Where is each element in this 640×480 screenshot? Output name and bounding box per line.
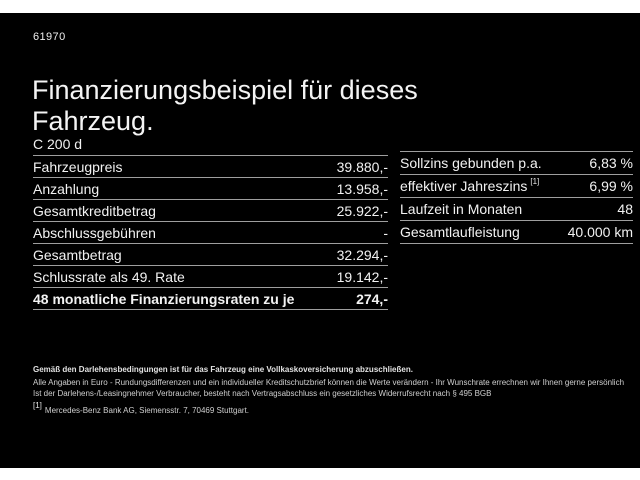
finance-row-monthly-rate	[33, 287, 388, 310]
disclaimer-insurance-note: Gemäß den Darlehensbedingungen ist für das Fahrzeug eine Vollkaskoversicherung abzuschließen.	[33, 365, 413, 374]
condition-row-total-mileage	[400, 220, 633, 244]
disclaimer-euro-note: Alle Angaben in Euro - Rundungsdifferenzen und ein individueller Kreditschutzbrief können die Werte verändern - Ihr Wunschrate errechnen wir Ihnen gerne persönlich	[33, 378, 625, 387]
finance-row-final-installment	[33, 265, 388, 287]
condition-row-label	[400, 178, 539, 194]
finance-row-value: 19.142,-	[336, 268, 388, 285]
finance-row-label: 48 monatliche Finanzierungsraten zu je	[33, 290, 295, 307]
finance-row-value: 32.294,-	[336, 246, 388, 263]
finance-row-value: 25.922,-	[336, 202, 388, 219]
condition-row-label-text: effektiver Jahreszins	[400, 178, 528, 194]
condition-row-value: 6,83 %	[589, 155, 633, 171]
disclaimer-bank-footnote-text: Mercedes-Benz Bank AG, Siemensstr. 7, 70469 Stuttgart.	[44, 406, 250, 415]
page-title: Finanzierungsbeispiel für dieses Fahrzeug.	[32, 75, 418, 137]
footnote-marker: [1]	[33, 401, 42, 411]
finance-table	[33, 155, 388, 310]
condition-row-label: Gesamtlaufleistung	[400, 224, 520, 240]
letterbox-bottom	[0, 468, 640, 480]
letterbox-top	[0, 0, 640, 13]
finance-row-label: Gesamtbetrag	[33, 246, 122, 263]
finance-row-value: -	[383, 224, 388, 241]
finance-row-vehicle-price	[33, 155, 388, 177]
condition-row-label: Sollzins gebunden p.a.	[400, 155, 542, 171]
condition-row-effective-interest	[400, 174, 633, 197]
finance-row-label: Abschlussgebühren	[33, 224, 156, 241]
finance-row-label: Schlussrate als 49. Rate	[33, 268, 185, 285]
finance-row-label: Anzahlung	[33, 180, 100, 197]
slide-panel	[0, 13, 640, 468]
finance-row-total-credit	[33, 199, 388, 221]
condition-row-value: 40.000 km	[567, 224, 633, 240]
finance-row-value: 13.958,-	[336, 180, 388, 197]
finance-row-total-amount	[33, 243, 388, 265]
conditions-table	[400, 151, 633, 244]
disclaimer	[33, 364, 633, 416]
finance-row-label: Fahrzeugpreis	[33, 158, 123, 175]
stock-number: 61970	[33, 31, 66, 43]
finance-row-down-payment	[33, 177, 388, 199]
finance-row-value: 39.880,-	[336, 158, 388, 175]
disclaimer-withdrawal-note: Ist der Darlehens-/Leasingnehmer Verbraucher, besteht nach Vertragsabschluss ein gesetzliches Widerrufsrecht nach § 495 BGB	[33, 389, 492, 398]
condition-row-nominal-interest	[400, 151, 633, 174]
footnote-marker: [1]	[530, 177, 540, 187]
finance-row-value: 274,-	[356, 290, 388, 307]
finance-row-label: Gesamtkreditbetrag	[33, 202, 156, 219]
condition-row-term-months	[400, 197, 633, 220]
condition-row-label: Laufzeit in Monaten	[400, 201, 523, 217]
finance-row-closing-fees	[33, 221, 388, 243]
condition-row-value: 6,99 %	[589, 178, 633, 194]
condition-row-value: 48	[617, 201, 633, 217]
model-name: C 200 d	[33, 136, 83, 152]
disclaimer-bank-footnote	[33, 401, 633, 416]
